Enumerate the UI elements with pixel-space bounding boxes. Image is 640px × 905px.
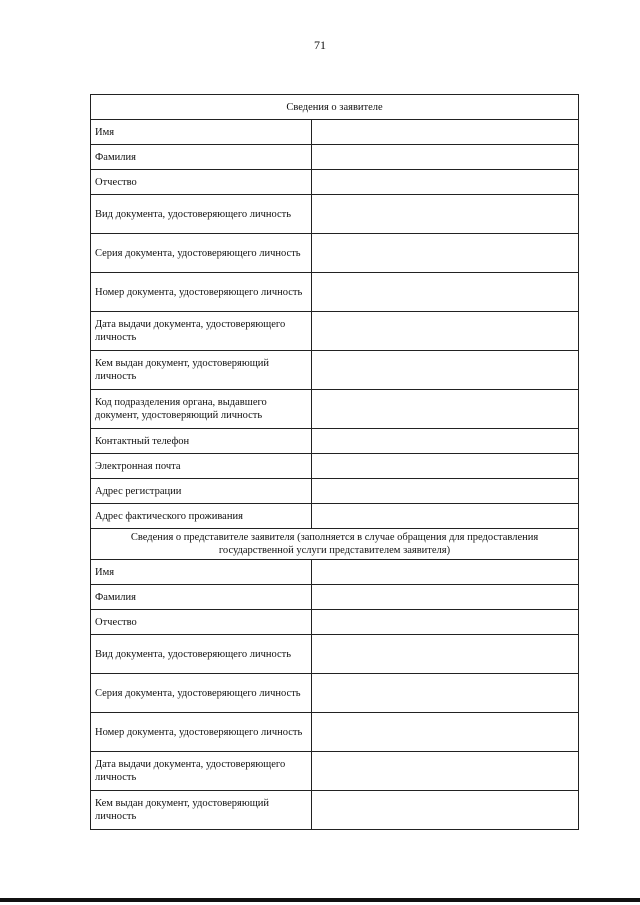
field-value-document-number[interactable] — [311, 273, 578, 312]
table-row — [91, 791, 579, 830]
rep-field-label-document-number: Номер документа, удостоверяющего личность — [91, 713, 312, 752]
field-value-document-type[interactable] — [311, 195, 578, 234]
rep-field-label-last-name: Фамилия — [91, 585, 312, 610]
table-row — [91, 170, 579, 195]
rep-field-value-document-series[interactable] — [311, 674, 578, 713]
field-label-document-number: Номер документа, удостоверяющего личность — [91, 273, 312, 312]
rep-field-label-first-name: Имя — [91, 560, 312, 585]
rep-field-value-last-name[interactable] — [311, 585, 578, 610]
rep-field-value-document-number[interactable] — [311, 713, 578, 752]
table-row — [91, 752, 579, 791]
field-value-issued-by[interactable] — [311, 351, 578, 390]
field-value-actual-address[interactable] — [311, 504, 578, 529]
table-row — [91, 635, 579, 674]
table-row — [91, 273, 579, 312]
applicant-section-title: Сведения о заявителе — [91, 95, 579, 120]
table-row — [91, 674, 579, 713]
table-row — [91, 390, 579, 429]
table-row — [91, 234, 579, 273]
table-row — [91, 560, 579, 585]
field-value-registration-address[interactable] — [311, 479, 578, 504]
field-label-issue-date: Дата выдачи документа, удостоверяющего личность — [91, 312, 312, 351]
applicant-info-table — [90, 94, 579, 830]
field-label-division-code: Код подразделения органа, выдавшего документ, удостоверяющий личность — [91, 390, 312, 429]
applicant-section-header-row — [91, 95, 579, 120]
rep-field-label-document-series: Серия документа, удостоверяющего личность — [91, 674, 312, 713]
field-label-issued-by: Кем выдан документ, удостоверяющий личность — [91, 351, 312, 390]
field-label-document-series: Серия документа, удостоверяющего личность — [91, 234, 312, 273]
table-row — [91, 195, 579, 234]
field-value-issue-date[interactable] — [311, 312, 578, 351]
field-label-phone: Контактный телефон — [91, 429, 312, 454]
table-row — [91, 610, 579, 635]
representative-section-title: Сведения о представителе заявителя (заполняется в случае обращения для предоставления государственной услуги представителем заявителя) — [91, 529, 579, 560]
field-label-email: Электронная почта — [91, 454, 312, 479]
field-label-actual-address: Адрес фактического проживания — [91, 504, 312, 529]
table-row — [91, 454, 579, 479]
field-value-patronymic[interactable] — [311, 170, 578, 195]
field-label-document-type: Вид документа, удостоверяющего личность — [91, 195, 312, 234]
table-row — [91, 429, 579, 454]
representative-section-header-row — [91, 529, 579, 560]
table-row — [91, 312, 579, 351]
rep-field-value-patronymic[interactable] — [311, 610, 578, 635]
table-row — [91, 504, 579, 529]
page-number: 71 — [314, 38, 326, 52]
field-label-patronymic: Отчество — [91, 170, 312, 195]
table-row — [91, 479, 579, 504]
field-label-first-name: Имя — [91, 120, 312, 145]
field-value-first-name[interactable] — [311, 120, 578, 145]
table-row — [91, 585, 579, 610]
rep-field-label-document-type: Вид документа, удостоверяющего личность — [91, 635, 312, 674]
field-label-last-name: Фамилия — [91, 145, 312, 170]
table-row — [91, 713, 579, 752]
field-value-phone[interactable] — [311, 429, 578, 454]
field-value-division-code[interactable] — [311, 390, 578, 429]
field-value-email[interactable] — [311, 454, 578, 479]
table-row — [91, 120, 579, 145]
field-value-document-series[interactable] — [311, 234, 578, 273]
table-row — [91, 351, 579, 390]
rep-field-label-issue-date: Дата выдачи документа, удостоверяющего личность — [91, 752, 312, 791]
rep-field-value-issued-by[interactable] — [311, 791, 578, 830]
page-bottom-border — [0, 898, 640, 902]
rep-field-label-patronymic: Отчество — [91, 610, 312, 635]
table-row — [91, 145, 579, 170]
rep-field-value-first-name[interactable] — [311, 560, 578, 585]
field-label-registration-address: Адрес регистрации — [91, 479, 312, 504]
rep-field-label-issued-by: Кем выдан документ, удостоверяющий личность — [91, 791, 312, 830]
rep-field-value-document-type[interactable] — [311, 635, 578, 674]
rep-field-value-issue-date[interactable] — [311, 752, 578, 791]
field-value-last-name[interactable] — [311, 145, 578, 170]
